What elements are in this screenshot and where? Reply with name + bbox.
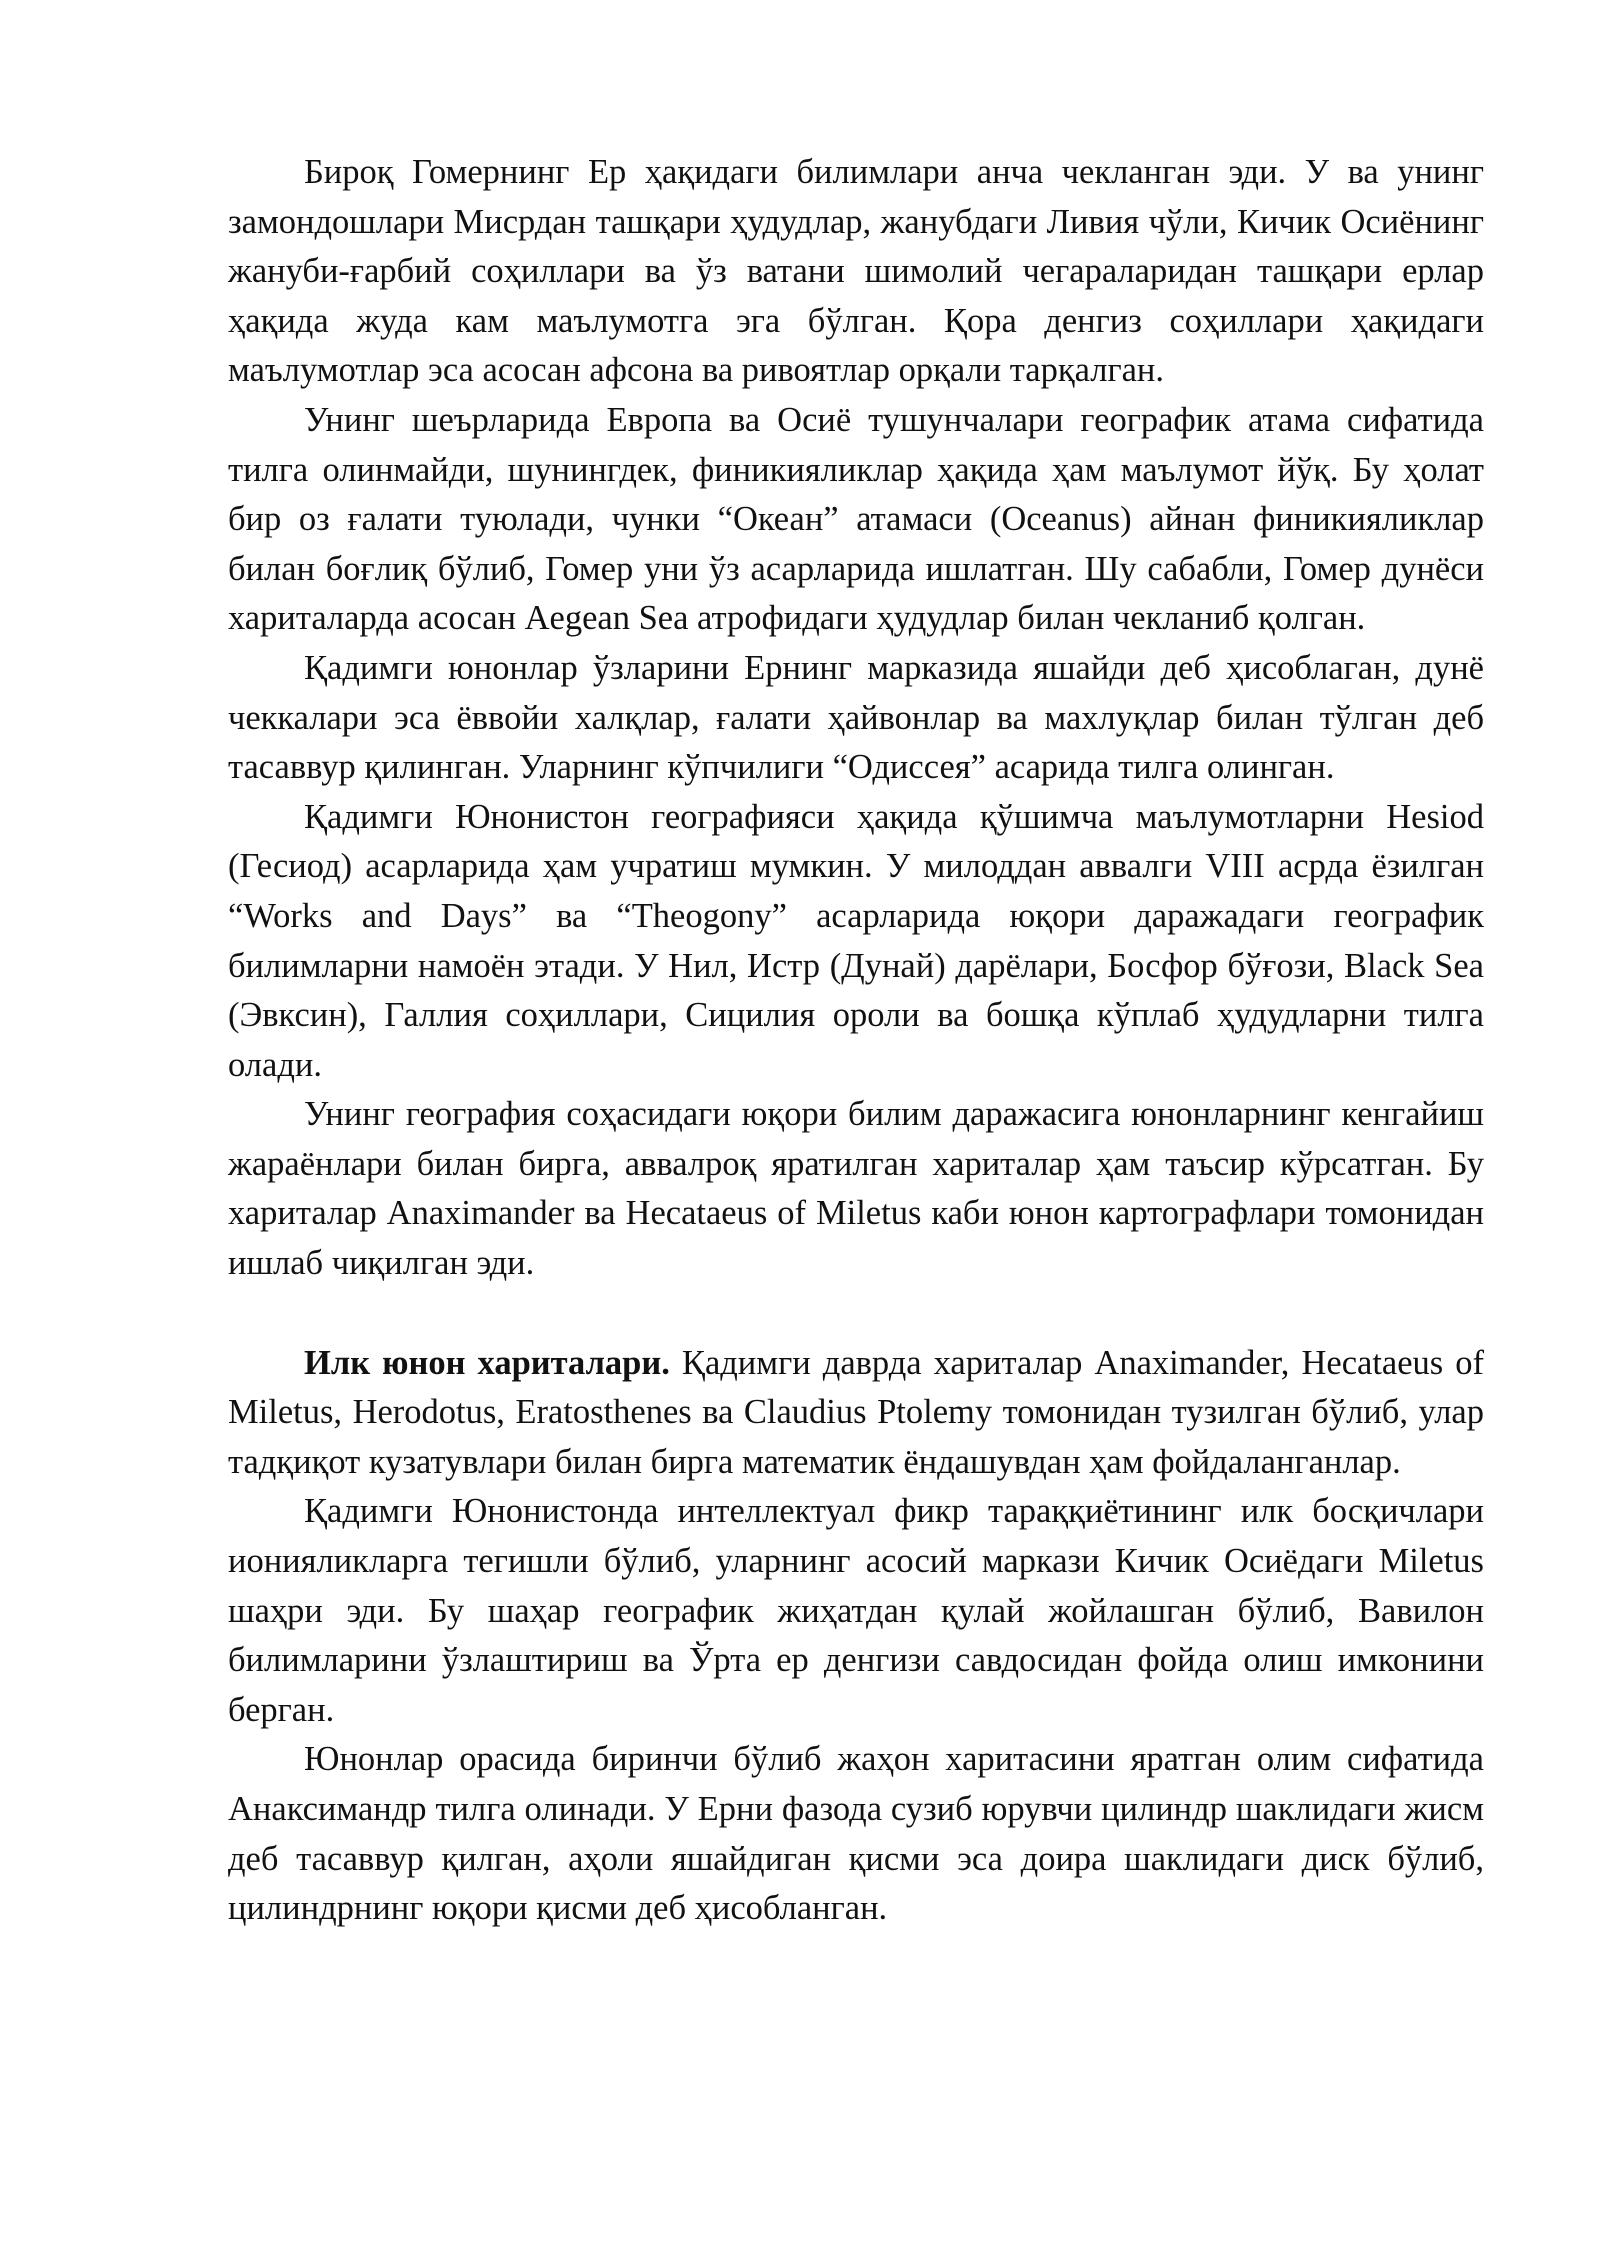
- section-heading: Илк юнон хариталари.: [304, 1343, 670, 1382]
- section-lead-text: Қадимги даврда хариталар Anaximander, Hecataeus of Miletus, Herodotus, Eratosthenes ва Claudius Ptolemy томонидан тузилган бўлиб, улар тадқиқот кузатувлари билан бирга математик ёндашувдан ҳам фойдаланганлар.: [228, 1343, 1484, 1481]
- section-spacer: [228, 1289, 1484, 1339]
- paragraph-early-maps-influence: Унинг география соҳасидаги юқори билим даражасига юнонларнинг кенгайиш жараёнлари билан бирга, аввалроқ яратилган хариталар ҳам таъсир кўрсатган. Бу хариталар Anaximander ва Hecataeus of Miletus каби юнон картографлари томонидан ишлаб чиқилган эди.: [228, 1095, 1484, 1283]
- section-intro-paragraph: [228, 1339, 1484, 1488]
- paragraph-ionians: Қадимги Юнонистонда интеллектуал фикр тараққиётининг илк босқичлари ионияликларга тегишли бўлиб, уларнинг асосий маркази Кичик Осиёдаги Miletus шаҳри эди. Бу шаҳар географик жиҳатдан қулай жойлашган бўлиб, Вавилон билимларини ўзлаштириш ва Ўрта ер денгизи савдосидан фойда олиш имконини берган.: [228, 1492, 1484, 1729]
- document-page: [228, 148, 1484, 1934]
- paragraph-homer-knowledge: Бироқ Гомернинг Ер ҳақидаги билимлари анча чекланган эди. У ва унинг замондошлари Мисрдан ташқари ҳудудлар, жанубдаги Ливия чўли, Кичик Осиёнинг жануби-ғарбий соҳиллари ва ўз ватани шимолий чегараларидан ташқари ерлар ҳақида жуда кам маълумотга эга бўлган. Қора денгиз соҳиллари ҳақидаги маълумотлар эса асосан афсона ва ривоятлар орқали тарқалган.: [228, 153, 1484, 390]
- paragraph-anaximander: Юнонлар орасида биринчи бўлиб жаҳон харитасини яратган олим сифатида Анаксимандр тилга олинади. У Ерни фазода сузиб юрувчи цилиндр шаклидаги жисм деб тасаввур қилган, аҳоли яшайдиган қисми эса доира шаклидаги диск бўлиб, цилиндрнинг юқори қисми деб ҳисобланган.: [228, 1740, 1484, 1928]
- paragraph-europe-asia: Унинг шеърларида Европа ва Осиё тушунчалари географик атама сифатида тилга олинмайди, шунингдек, финикияликлар ҳақида ҳам маълумот йўқ. Бу ҳолат бир оз ғалати туюлади, чунки “Океан” атамаси (Oceanus) айнан финикияликлар билан боғлиқ бўлиб, Гомер уни ўз асарларида ишлатган. Шу сабабли, Гомер дунёси хариталарда асосан Aegean Sea атрофидаги ҳудудлар билан чекланиб қолган.: [228, 400, 1484, 638]
- paragraph-hesiod: Қадимги Юнонистон географияси ҳақида қўшимча маълумотларни Hesiod (Гесиод) асарларида ҳам учратиш мумкин. У милоддан аввалги VIII асрда ёзилган “Works and Days” ва “Theogony” асарларида юқори даражадаги географик билимларни намоён этади. У Нил, Истр (Дунай) дарёлари, Босфор бўғози, Black Sea (Эвксин), Галлия соҳиллари, Сицилия ороли ва бошқа кўплаб ҳудудларни тилга олади.: [228, 797, 1484, 1084]
- paragraph-ancient-greeks: Қадимги юнонлар ўзларини Ернинг марказида яшайди деб ҳисоблаган, дунё чеккалари эса ёввойи халқлар, ғалати ҳайвонлар ва махлуқлар билан тўлган деб тасаввур қилинган. Уларнинг кўпчилиги “Одиссея” асарида тилга олинган.: [228, 648, 1484, 787]
